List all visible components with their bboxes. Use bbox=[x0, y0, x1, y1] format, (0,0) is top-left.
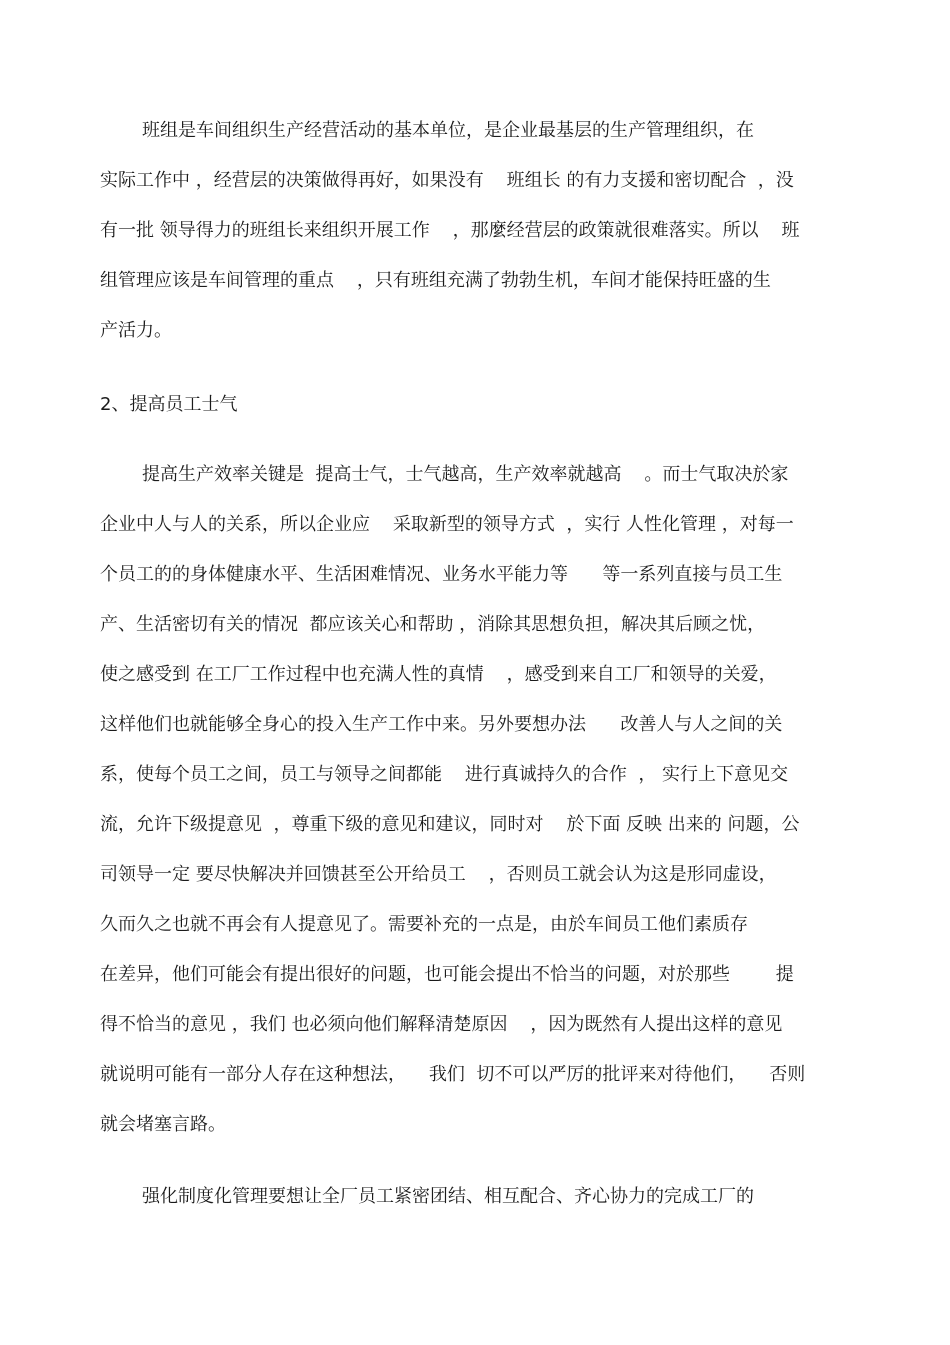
paragraph2-line: 在差异，他们可能会有提出很好的问题，也可能会提出不恰当的问题，对於那些 提 bbox=[100, 964, 794, 985]
paragraph1-line: 班组是车间组织生产经营活动的基本单位，是企业最基层的生产管理组织，在 bbox=[142, 120, 754, 141]
paragraph2-line: 就说明可能有一部分人存在这种想法， 我们 切不可以严厉的批评来对待他们， 否则 bbox=[100, 1064, 806, 1085]
paragraph3-line: 强化制度化管理要想让全厂员工紧密团结、相互配合、齐心协力的完成工厂的 bbox=[142, 1186, 754, 1207]
paragraph1-line: 实际工作中 ，经营层的决策做得再好，如果没有 班组长 的有力支援和密切配合 ，没 bbox=[100, 170, 794, 191]
paragraph2-line: 这样他们也就能够全身心的投入生产工作中来。另外要想办法 改善人与人之间的关 bbox=[100, 714, 783, 735]
paragraph1-line: 产活力。 bbox=[100, 320, 172, 341]
paragraph2-line: 使之感受到 在工厂工作过程中也充满人性的真情 ，感受到来自工厂和领导的关爱， bbox=[100, 664, 777, 685]
paragraph1-line: 组管理应该是车间管理的重点 ，只有班组充满了勃勃生机，车间才能保持旺盛的生 bbox=[100, 270, 771, 291]
paragraph2-line: 产、生活密切有关的情况 都应该关心和帮助 ，消除其思想负担，解决其后顾之忧， bbox=[100, 614, 766, 635]
paragraph2-line: 久而久之也就不再会有人提意见了。需要补充的一点是，由於车间员工他们素质存 bbox=[100, 914, 748, 935]
paragraph2-line: 得不恰当的意见 ，我们 也必须向他们解释清楚原因 ，因为既然有人提出这样的意见 bbox=[100, 1014, 783, 1035]
section-heading: 2、提高员工士气 bbox=[100, 394, 238, 415]
paragraph1-line: 有一批 领导得力的班组长来组织开展工作 ，那麼经营层的政策就很难落实。所以 班 bbox=[100, 220, 800, 241]
paragraph2-line: 企业中人与人的关系，所以企业应 采取新型的领导方式 ，实行 人性化管理 ，对每一 bbox=[100, 514, 794, 535]
paragraph2-line: 流，允许下级提意见 ，尊重下级的意见和建议，同时对 於下面 反映 出来的 问题，公 bbox=[100, 814, 800, 835]
paragraph2-line: 提高生产效率关键是 提高士气，士气越高，生产效率就越高 。而士气取决於家 bbox=[142, 464, 789, 485]
paragraph2-line: 系，使每个员工之间，员工与领导之间都能 进行真诚持久的合作 ， 实行上下意见交 bbox=[100, 764, 789, 785]
paragraph2-line: 就会堵塞言路。 bbox=[100, 1114, 226, 1135]
paragraph2-line: 个员工的的身体健康水平、生活困难情况、业务水平能力等 等一系列直接与员工生 bbox=[100, 564, 783, 585]
paragraph2-line: 司领导一定 要尽快解决并回馈甚至公开给员工 ，否则员工就会认为这是形同虚设， bbox=[100, 864, 777, 885]
